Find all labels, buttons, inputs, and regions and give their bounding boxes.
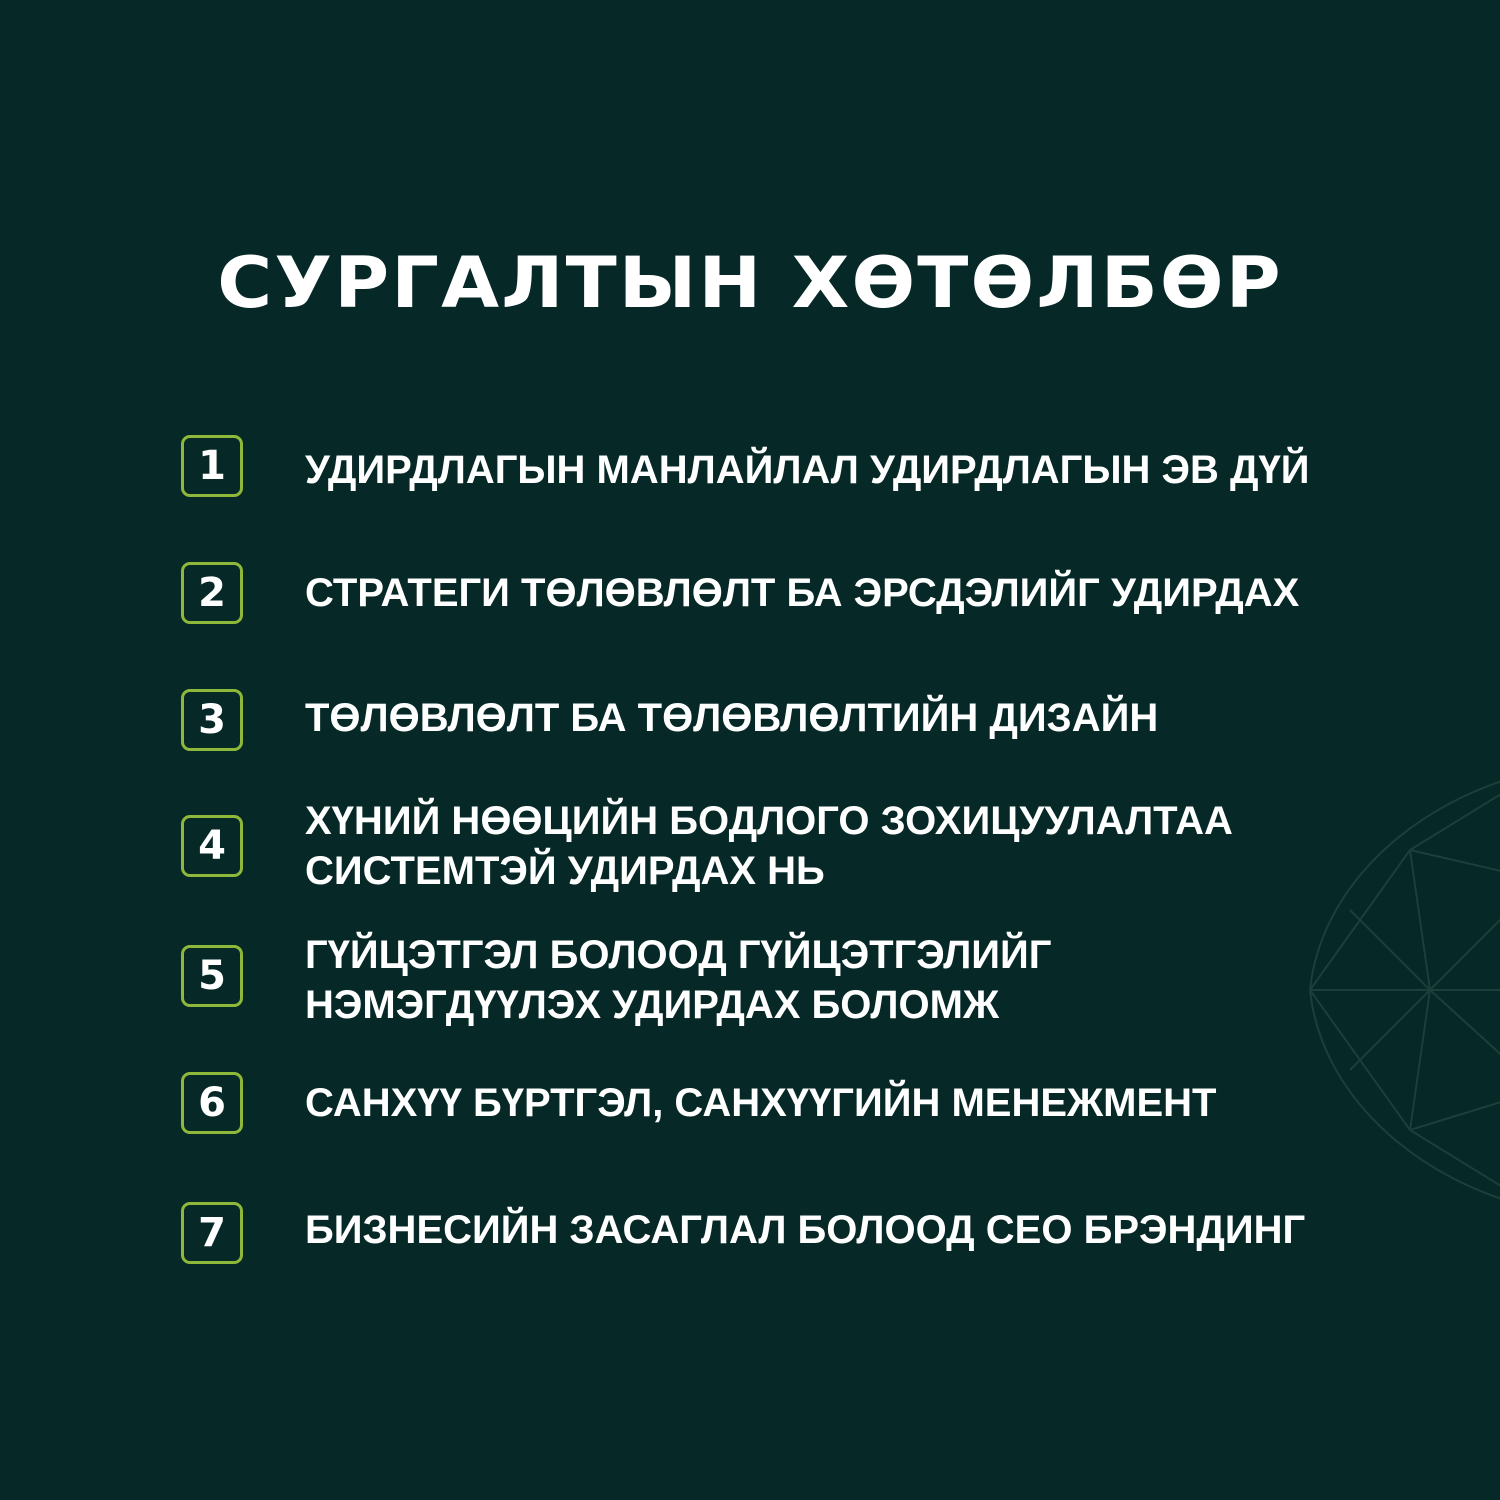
item-number: 1 <box>198 443 226 489</box>
item-label-line: НЭМЭГДҮҮЛЭХ УДИРДАХ БОЛОМЖ <box>305 983 1000 1027</box>
item-label-line: САНХҮҮ БҮРТГЭЛ, САНХҮҮГИЙН МЕНЕЖМЕНТ <box>305 1081 1217 1125</box>
item-number: 4 <box>198 823 226 869</box>
item-number: 3 <box>198 697 226 743</box>
item-number: 2 <box>198 570 226 616</box>
item-label <box>305 568 1385 618</box>
number-badge <box>181 815 243 877</box>
item-label-line: УДИРДЛАГЫН МАНЛАЙЛАЛ УДИРДЛАГЫН ЭВ ДҮЙ <box>305 448 1310 492</box>
item-label <box>305 1205 1385 1255</box>
item-number: 6 <box>198 1080 226 1126</box>
number-badge <box>181 1072 243 1134</box>
item-label-line: ТӨЛӨВЛӨЛТ БА ТӨЛӨВЛӨЛТИЙН ДИЗАЙН <box>305 696 1159 740</box>
item-label <box>305 693 1385 743</box>
number-badge <box>181 1202 243 1264</box>
item-label <box>305 930 1385 1030</box>
item-label <box>305 445 1385 495</box>
item-label-line: ГҮЙЦЭТГЭЛ БОЛООД ГҮЙЦЭТГЭЛИЙГ <box>305 933 1052 977</box>
item-number: 7 <box>198 1210 226 1256</box>
item-label-line: СТРАТЕГИ ТӨЛӨВЛӨЛТ БА ЭРСДЭЛИЙГ УДИРДАХ <box>305 571 1300 615</box>
item-label <box>305 1078 1385 1128</box>
item-number: 5 <box>198 953 226 999</box>
item-label <box>305 796 1385 896</box>
item-label-line: ХҮНИЙ НӨӨЦИЙН БОДЛОГО ЗОХИЦУУЛАЛТАА <box>305 799 1233 843</box>
number-badge <box>181 945 243 1007</box>
item-label-line: СИСТЕМТЭЙ УДИРДАХ НЬ <box>305 849 825 893</box>
item-label-line: БИЗНЕСИЙН ЗАСАГЛАЛ БОЛООД CEO БРЭНДИНГ <box>305 1208 1306 1252</box>
page-title: СУРГАЛТЫН ХӨТӨЛБӨР <box>217 242 1283 324</box>
number-badge <box>181 689 243 751</box>
number-badge <box>181 435 243 497</box>
number-badge <box>181 562 243 624</box>
